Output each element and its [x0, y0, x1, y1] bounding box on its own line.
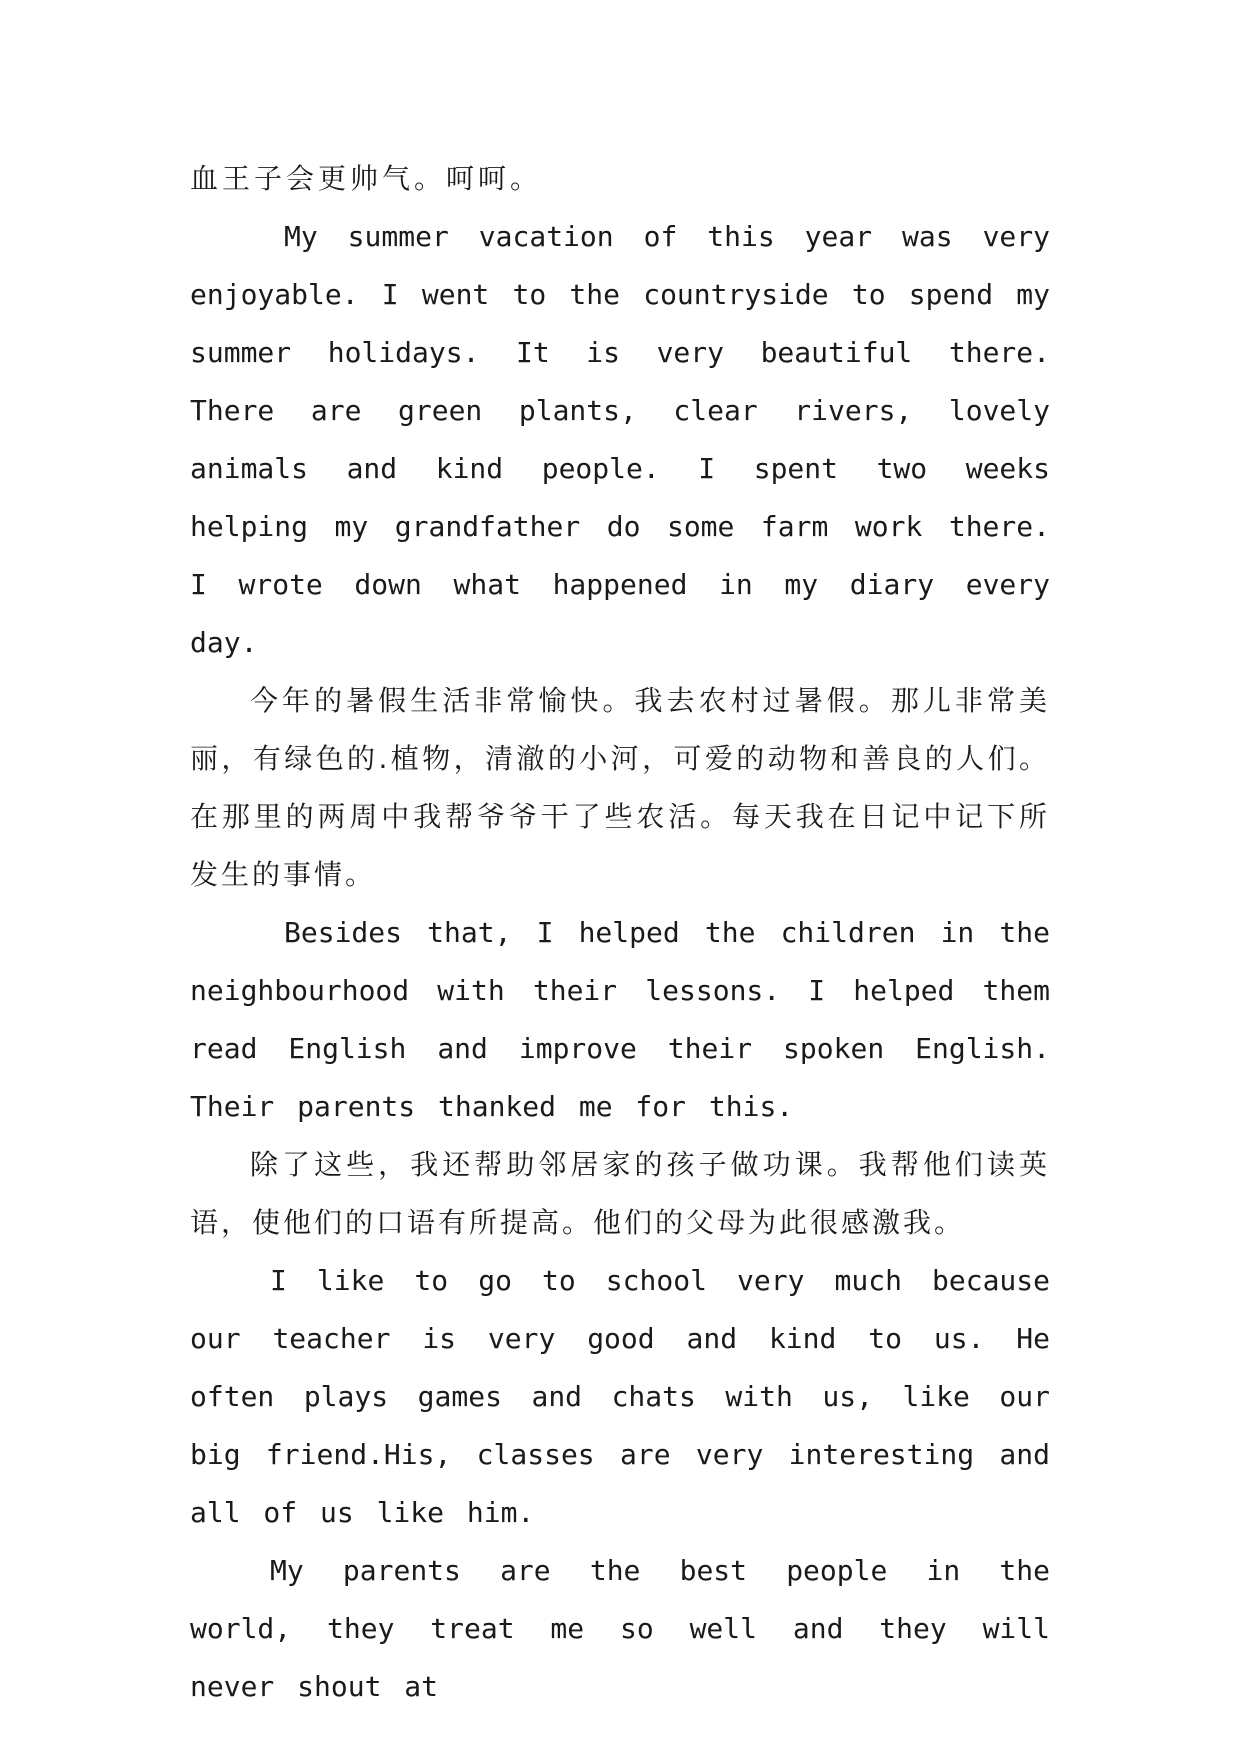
- paragraph-1-chinese: 血王子会更帅气。呵呵。: [190, 162, 543, 195]
- document-body: [190, 150, 1050, 1716]
- paragraph-6-english: I like to go to school very much because our teacher is very good and kind to us. He often plays games and chats with us, like our big friend.His, classes are very interesting and all of us like him.: [190, 1264, 1050, 1529]
- paragraph-2-english: My summer vacation of this year was very enjoyable. I went to the countryside to spend my summer holidays. It is very beautiful there. There are green plants, clear rivers, lovely animals and kind people. I spent two weeks helping my grandfather do some farm work there. I wrote down what happened in my diary every day.: [190, 220, 1050, 659]
- paragraph-3-chinese: 今年的暑假生活非常愉快。我去农村过暑假。那儿非常美丽，有绿色的.植物，清澈的小河，可爱的动物和善良的人们。在那里的两周中我帮爷爷干了些农活。每天我在日记中记下所发生的事情。: [190, 684, 1050, 891]
- paragraph-4-english: Besides that, I helped the children in the neighbourhood with their lessons. I helped them read English and improve their spoken English. Their parents thanked me for this.: [190, 916, 1050, 1123]
- paragraph-5-chinese: 除了这些，我还帮助邻居家的孩子做功课。我帮他们读英语，使他们的口语有所提高。他们的父母为此很感激我。: [190, 1148, 1050, 1239]
- paragraph-7-english: My parents are the best people in the world, they treat me so well and they will never shout at: [190, 1554, 1050, 1703]
